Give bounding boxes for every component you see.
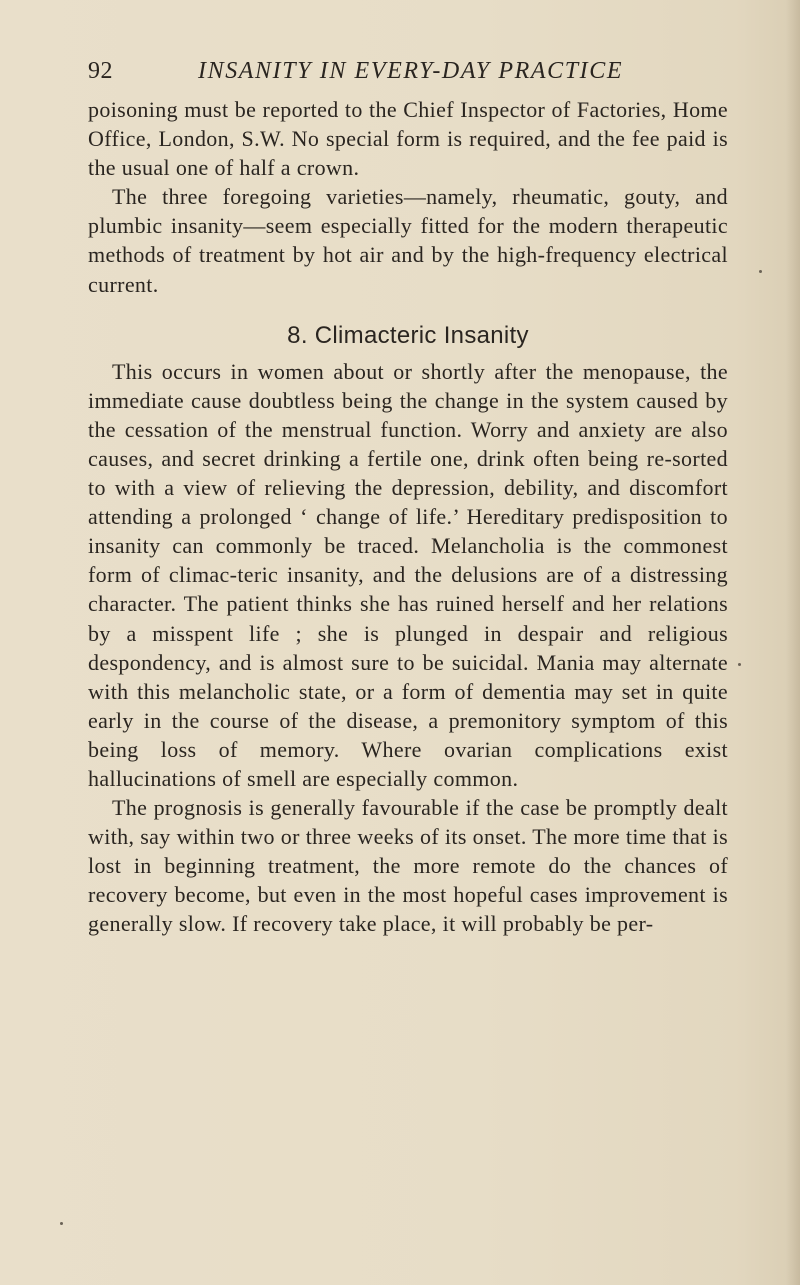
paper-speck (60, 1222, 63, 1225)
paragraph-foregoing-varieties: The three foregoing varieties—namely, rheumatic, gouty, and plumbic insanity—seem especially fitted for the modern therapeutic methods of treatment by hot air and by the high-frequency electrical current. (88, 184, 728, 297)
paragraph-prognosis: The prognosis is generally favourable if the case be promptly dealt with, say within two or three weeks of its onset. The more time that is lost in beginning treatment, the more remote do the chances of recovery become, but even in the most hopeful cases improvement is generally slow. If recovery take place, it will probably be per- (88, 795, 728, 937)
page-header (88, 58, 728, 88)
body-text (88, 95, 728, 939)
paragraph-continuation: poisoning must be reported to the Chief Inspector of Factories, Home Office, London, S.W. No special form is required, and the fee paid is the usual one of half a crown. (88, 97, 728, 181)
page-number: 92 (88, 58, 113, 84)
section-heading: 8. Climacteric Insanity (287, 321, 529, 349)
page-edge-shadow (786, 0, 800, 1285)
paper-speck (759, 270, 762, 273)
running-title: INSANITY IN EVERY-DAY PRACTICE (198, 58, 624, 84)
paper-speck (738, 663, 741, 666)
paragraph-climacteric-description: This occurs in women about or shortly after the menopause, the immediate cause doubtless being the change in the system caused by the cessation of the menstrual function. Worry and anxiety are also causes, and secret drinking a fertile one, drink often being re-sorted to with a view of relieving the depression, debility, and discomfort attending a prolonged ‘ change of life.’ Hereditary predisposition to insanity can commonly be traced. Melancholia is the commonest form of climac-teric insanity, and the delusions are of a distressing character. The patient thinks she has ruined herself and her relations by a misspent life ; she is plunged in despair and religious despondency, and is almost sure to be suicidal. Mania may alternate with this melancholic state, or a form of dementia may set in quite early in the course of the disease, a premonitory symptom of this being loss of memory. Where ovarian complications exist hallucinations of smell are especially common. (88, 358, 728, 791)
